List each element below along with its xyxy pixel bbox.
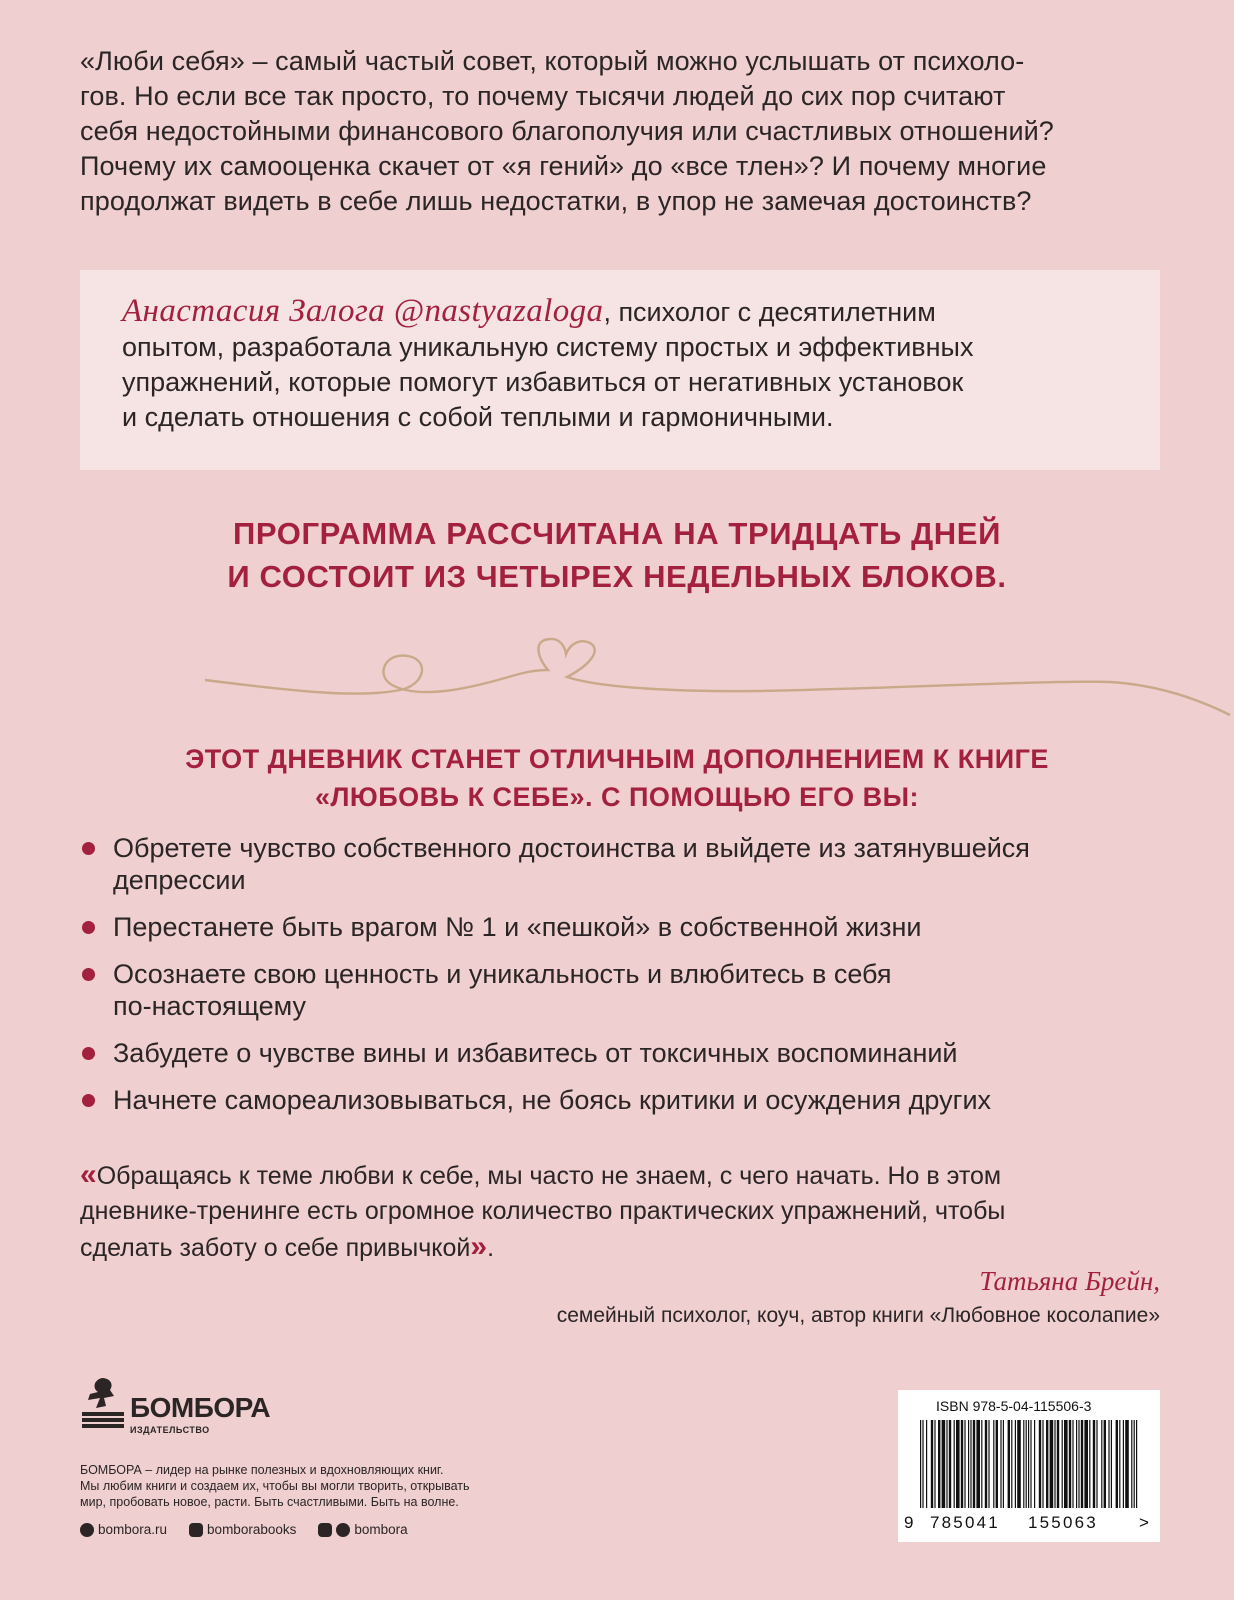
barcode-bar: [1028, 1420, 1029, 1508]
publisher-name: БОМБОРА: [130, 1392, 271, 1423]
barcode-first-digit: 9: [904, 1513, 914, 1532]
barcode-bar: [938, 1420, 940, 1508]
barcode-bar: [1078, 1420, 1079, 1508]
barcode-left-digits: 785041: [930, 1513, 1000, 1532]
bullet-icon: [82, 968, 95, 981]
list-item: [80, 1037, 1180, 1069]
quote-text: Обращаясь к теме любви к себе, мы часто не знаем, с чего начать. Но в этом: [96, 1162, 1002, 1190]
quote-close-icon: »: [470, 1230, 488, 1263]
barcode-bar: [1000, 1420, 1001, 1508]
barcode-bar: [1046, 1420, 1048, 1508]
benefit-text: Перестанете быть врагом № 1 и «пешкой» в собственной жизни: [113, 912, 922, 942]
barcode: [898, 1390, 1160, 1542]
intro-line: себя недостойными финансового благополучия или счастливых отношений?: [80, 116, 1054, 146]
quote-open-icon: «: [80, 1158, 97, 1191]
barcode-bar: [1008, 1420, 1010, 1508]
barcode-bar: [1072, 1420, 1073, 1508]
barcode-bar: [993, 1420, 994, 1508]
barcode-bar: [1026, 1420, 1027, 1508]
quote-author: Татьяна Брейн,: [979, 1266, 1160, 1296]
benefit-text: Осознаете свою ценность и уникальность и влюбитесь в себя: [113, 959, 892, 989]
isbn-text: ISBN 978-5-04-115506-3: [936, 1398, 1092, 1414]
heart-divider-icon: [0, 630, 1234, 740]
barcode-bar: [1069, 1420, 1071, 1508]
program-heading: [0, 512, 1234, 598]
barcode-bar: [922, 1420, 923, 1508]
barcode-bar: [1108, 1420, 1109, 1508]
quote-line: [80, 1157, 1160, 1194]
barcode-bar: [1093, 1420, 1095, 1508]
barcode-bar: [1123, 1420, 1124, 1508]
benefit-text: Начнете самореализовываться, не боясь критики и осуждения других: [113, 1085, 992, 1115]
barcode-bar: [1039, 1420, 1041, 1508]
benefits-list: [80, 832, 1180, 1131]
bullet-icon: [82, 1094, 95, 1107]
social-label: bombora.ru: [98, 1522, 168, 1537]
program-line-1: ПРОГРАММА РАССЧИТАНА НА ТРИДЦАТЬ ДНЕЙ: [233, 516, 1001, 551]
barcode-bar: [1134, 1420, 1135, 1508]
program-line-2: И СОСТОИТ ИЗ ЧЕТЫРЕХ НЕДЕЛЬНЫХ БЛОКОВ.: [227, 559, 1007, 594]
testimonial-quote: [80, 1157, 1160, 1266]
barcode-bar: [961, 1420, 963, 1508]
quote-end: .: [487, 1234, 495, 1262]
intro-line: гов. Но если все так просто, то почему тысячи людей до сих пор считают: [80, 81, 1006, 111]
intro-line: «Люби себя» – самый частый совет, который можно услышать от психоло-: [80, 46, 1025, 76]
quote-line: [80, 1229, 1160, 1266]
barcode-bar: [931, 1420, 933, 1508]
barcode-bar: [1076, 1420, 1077, 1508]
list-item: [80, 1084, 1180, 1116]
barcode-bar: [949, 1420, 951, 1508]
barcode-bar: [985, 1420, 987, 1508]
barcode-bar: [1116, 1420, 1118, 1508]
telegram-icon: [336, 1523, 350, 1537]
barcode-bar: [1089, 1420, 1090, 1508]
barcode-bar: [926, 1420, 927, 1508]
author-first-line-rest: , психолог с десятилетним: [603, 297, 936, 327]
benefit-text-continued: депрессии: [113, 865, 246, 895]
barcode-bar: [1136, 1420, 1137, 1508]
barcode-bar: [981, 1420, 982, 1508]
quote-text: сделать заботу о себе привычкой: [80, 1234, 471, 1262]
barcode-bar: [954, 1420, 955, 1508]
publisher-subtitle: ИЗДАТЕЛЬСТВО: [130, 1425, 210, 1435]
benefit-text-continued: по-настоящему: [113, 991, 307, 1021]
intro-line: Почему их самооценка скачет от «я гений» до «все тлен»? И почему многие: [80, 151, 1047, 181]
barcode-end-mark: >: [1139, 1513, 1149, 1532]
barcode-bar: [1084, 1420, 1088, 1508]
author-box: [80, 270, 1160, 470]
benefit-text: Забудете о чувстве вины и избавитесь от токсичных воспоминаний: [113, 1038, 958, 1068]
author-first-line: [122, 294, 1122, 330]
barcode-bar: [1111, 1420, 1112, 1508]
barcode-bar: [1062, 1420, 1063, 1508]
social-label: bomborabooks: [207, 1522, 297, 1537]
barcode-bar: [1011, 1420, 1012, 1508]
bullet-icon: [82, 921, 95, 934]
barcode-bar: [1003, 1420, 1004, 1508]
author-name: Анастасия Залога @nastyazaloga: [122, 293, 604, 329]
quote-line: дневнике-тренинге есть огромное количество практических упражнений, чтобы: [80, 1197, 1006, 1225]
barcode-bar: [1125, 1420, 1129, 1508]
plus-icon: [318, 1523, 332, 1537]
barcode-bar: [964, 1420, 965, 1508]
barcode-bar: [942, 1420, 946, 1508]
benefit-text: Обретете чувство собственного достоинства и выйдете из затянувшейся: [113, 833, 1030, 863]
list-item: [80, 832, 1180, 896]
author-line: опытом, разработала уникальную систему простых и эффективных: [122, 332, 974, 362]
barcode-bar: [976, 1420, 980, 1508]
barcode-bar: [1064, 1420, 1068, 1508]
barcode-bar: [1081, 1420, 1083, 1508]
barcode-bar: [1042, 1420, 1043, 1508]
barcode-bar: [1054, 1420, 1055, 1508]
author-line: упражнений, которые помогут избавиться от негативных установок: [122, 367, 964, 397]
barcode-bar: [1131, 1420, 1132, 1508]
barcode-right-digits: 155063: [1028, 1513, 1098, 1532]
intro-line: продолжат видеть в себе лишь недостатки, в упор не замечая достоинств?: [80, 186, 1032, 216]
quote-author-description: семейный психолог, коуч, автор книги «Любовное косолапие»: [556, 1304, 1160, 1327]
barcode-bar: [956, 1420, 960, 1508]
barcode-bar: [1096, 1420, 1097, 1508]
diary-heading-line-1: ЭТОТ ДНЕВНИК СТАНЕТ ОТЛИЧНЫМ ДОПОЛНЕНИЕМ К КНИГЕ: [185, 744, 1049, 774]
diary-heading-line-2: «ЛЮБОВЬ К СЕБЕ». С ПОМОЩЬЮ ЕГО ВЫ:: [314, 782, 920, 812]
social-links: [80, 1522, 408, 1537]
barcode-bar: [1104, 1420, 1106, 1508]
author-text: [122, 294, 1122, 435]
barcode-bar: [996, 1420, 998, 1508]
bullet-icon: [82, 1047, 95, 1060]
author-line: и сделать отношения с собой теплыми и гармоничными.: [122, 402, 834, 432]
barcode-bar: [970, 1420, 971, 1508]
barcode-bar: [934, 1420, 935, 1508]
bombora-logo-icon: [80, 1376, 126, 1432]
publisher-desc-line: Мы любим книги и создаем их, чтобы вы могли творить, открывать: [80, 1479, 470, 1493]
barcode-bar: [968, 1420, 969, 1508]
barcode-bar: [1030, 1420, 1031, 1508]
vk-icon: [189, 1523, 203, 1537]
barcode-bar: [1057, 1420, 1059, 1508]
publisher-desc-line: БОМБОРА – лидер на рынке полезных и вдохновляющих книг.: [80, 1463, 444, 1477]
barcode-bars: [920, 1420, 1140, 1516]
social-label: bombora: [354, 1522, 408, 1537]
barcode-bar: [1050, 1420, 1054, 1508]
barcode-bar: [1034, 1420, 1035, 1508]
social-website[interactable]: [80, 1522, 167, 1537]
social-telegram[interactable]: [318, 1522, 407, 1537]
publisher-desc-line: мир, пробовать новое, расти. Быть счастливыми. Быть на волне.: [80, 1495, 459, 1509]
barcode-bar: [1015, 1420, 1016, 1508]
social-vk[interactable]: [189, 1522, 296, 1537]
diary-heading: [0, 740, 1234, 816]
list-item: [80, 958, 1180, 1022]
barcode-bar: [946, 1420, 947, 1508]
bullet-icon: [82, 842, 95, 855]
barcode-bar: [920, 1420, 921, 1508]
barcode-bar: [1023, 1420, 1024, 1508]
barcode-bar: [1119, 1420, 1120, 1508]
list-item: [80, 911, 1180, 943]
globe-icon: [80, 1523, 94, 1537]
publisher-description: [80, 1462, 560, 1510]
intro-paragraph: [80, 44, 1160, 219]
barcode-bar: [973, 1420, 975, 1508]
barcode-bar: [1101, 1420, 1102, 1508]
barcode-bar: [988, 1420, 989, 1508]
barcode-bar: [1017, 1420, 1021, 1508]
